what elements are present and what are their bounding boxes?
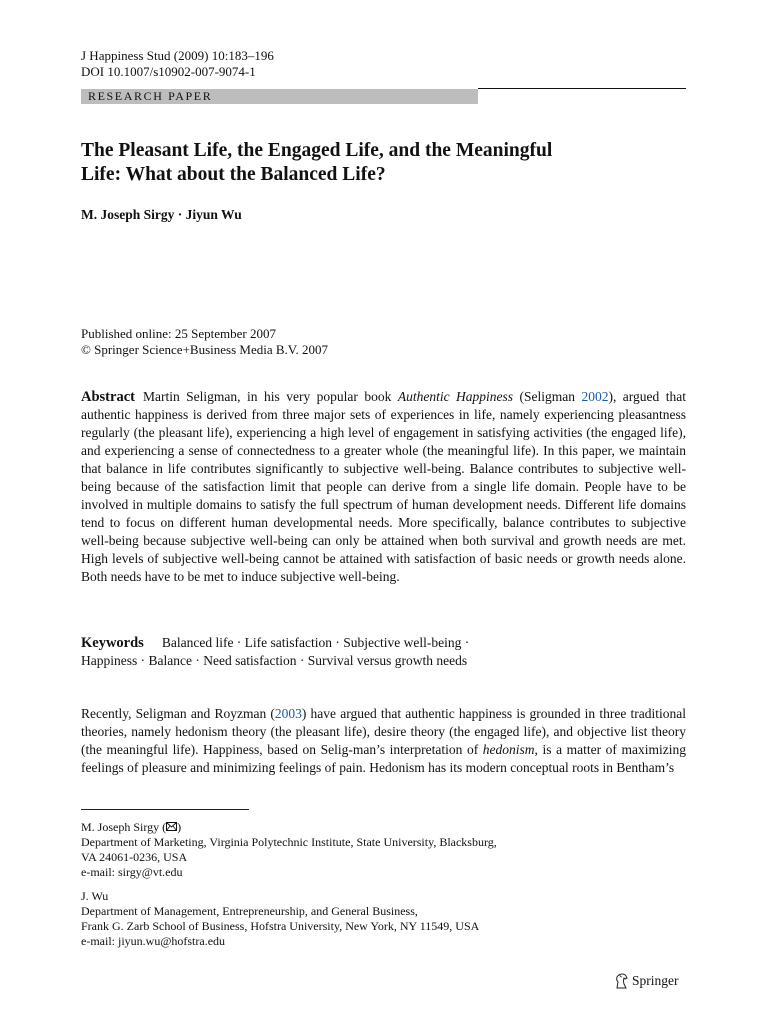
abstract-text-1: Martin Seligman, in his very popular book [142,389,398,404]
springer-horse-icon [614,973,628,989]
section-label: RESEARCH PAPER [81,89,478,104]
copyright: © Springer Science+Business Media B.V. 2007 [81,342,328,357]
citation-link-2003[interactable]: 2003 [274,706,302,721]
author1-department: Department of Marketing, Virginia Polytechnic Institute, State University, Blacksburg, [81,835,497,849]
author1-email[interactable]: e-mail: sirgy@vt.edu [81,865,183,879]
published-date: Published online: 25 September 2007 [81,326,276,341]
author1-name-close: ) [177,820,182,834]
abstract-book-title: Authentic Happiness [397,389,514,404]
abstract-label: Abstract [81,389,135,405]
body-text-2: ) have argued that authentic happiness is grounded in three traditional theories, namely hedonism theory (the pleasant life), desire theory (the engaged life), and objective list theory (the meaningful life). Happiness, based on Selig-man’s interpretation of [81,706,686,757]
citation-link-2002[interactable]: 2002 [581,389,609,404]
publisher-name: Springer [632,973,679,988]
author-list: M. Joseph Sirgy · Jiyun Wu [81,207,242,222]
header-rule [478,88,686,89]
body-paragraph [81,705,686,777]
author2-email[interactable]: e-mail: jiyun.wu@hofstra.edu [81,934,226,948]
journal-citation: J Happiness Stud (2009) 10:183–196 [81,48,274,63]
author1-name: M. Joseph Sirgy ( [81,820,167,834]
author1-address: VA 24061-0236, USA [81,850,188,864]
title-line-1: The Pleasant Life, the Engaged Life, and the Meaningful [81,140,553,161]
footnote-rule [81,809,249,810]
author2-address: Frank G. Zarb School of Business, Hofstra University, New York, NY 11549, USA [81,919,480,933]
publication-info [81,326,328,358]
keywords [81,634,686,670]
keywords-label: Keywords [81,635,144,651]
doi: DOI 10.1007/s10902-007-9074-1 [81,64,256,79]
journal-header [81,48,274,80]
affiliation-sirgy [81,820,497,880]
envelope-icon[interactable] [166,822,177,831]
author2-name: J. Wu [81,889,109,903]
paper-title [81,139,691,187]
keywords-line-1: Balanced life · Life satisfaction · Subjective well-being · [161,635,470,650]
body-emphasis-hedonism: hedonism [482,742,535,757]
keywords-line-2: Happiness · Balance · Need satisfaction · Survival versus growth needs [81,653,468,668]
abstract [81,388,686,586]
abstract-text-3: ), argued that authentic happiness is derived from three major sets of experiences in life, namely experiencing pleasantness regularly (the pleasant life), experiencing a high level of engagement in satisfying activities (the engaged life), and experiencing a sense of connectedness to a greater whole (the meaningful life). In this paper, we maintain that balance in life contributes significantly to subjective well-being. Balance contributes to subjective well-being because of the satisfaction limit that people can derive from a single life domain. People have to be involved in multiple domains to satisfy the full spectrum of human development needs. Different life domains tend to focus on different human developmental needs. More specifically, balance contributes to subjective well-being because subjective well-being can only be attained when both survival and growth needs are met. High levels of subjective well-being cannot be attained with satisfaction of basic needs or growth needs alone. Both needs have to be met to induce subjective well-being. [81,389,687,584]
publisher-footer [614,972,679,990]
abstract-text-2: (Seligman [513,389,582,404]
title-line-2: Life: What about the Balanced Life? [81,164,386,185]
author2-department: Department of Management, Entrepreneurship, and General Business, [81,904,418,918]
body-text-1: Recently, Seligman and Royzman ( [81,706,275,721]
body-text-3: , is a matter of maximizing feelings of pleasure and minimizing feelings of pain. Hedonism has its modern conceptual roots in Bentham’s [81,742,686,775]
affiliation-wu [81,889,479,949]
